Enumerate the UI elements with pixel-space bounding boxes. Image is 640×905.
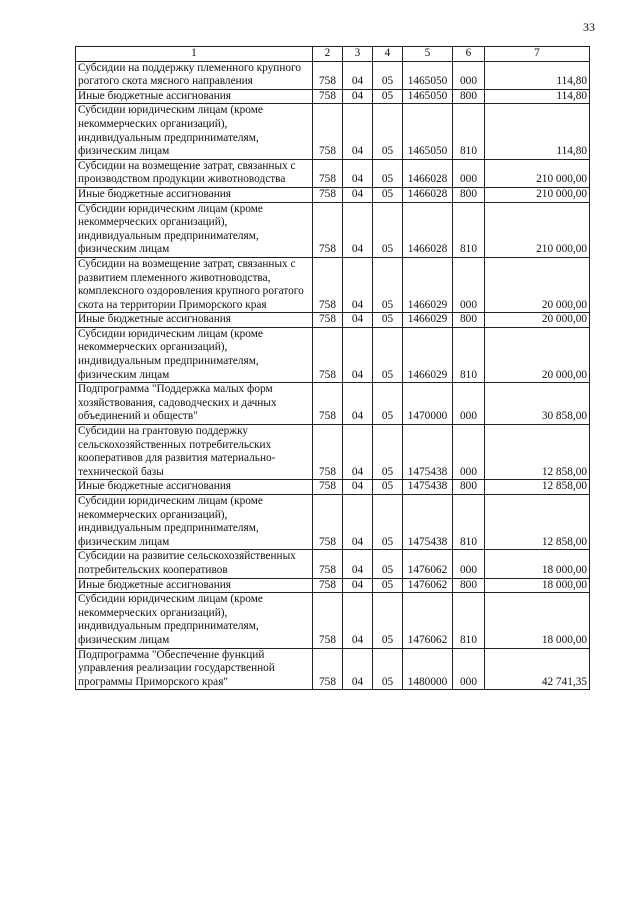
subsection-code: 05 bbox=[373, 187, 403, 202]
expense-type-code: 800 bbox=[453, 578, 485, 593]
subsection-code: 05 bbox=[373, 104, 403, 159]
row-name: Подпрограмма "Обеспечение функций управления реализации государственной программы Приморского края" bbox=[76, 648, 313, 690]
section-code: 04 bbox=[343, 578, 373, 593]
dept-code: 758 bbox=[313, 648, 343, 690]
table-row bbox=[76, 159, 590, 187]
table-row bbox=[76, 648, 590, 690]
amount: 210 000,00 bbox=[485, 187, 590, 202]
amount: 30 858,00 bbox=[485, 383, 590, 425]
section-code: 04 bbox=[343, 202, 373, 257]
row-name: Субсидии на поддержку племенного крупного рогатого скота мясного направления bbox=[76, 61, 313, 89]
dept-code: 758 bbox=[313, 104, 343, 159]
amount: 114,80 bbox=[485, 61, 590, 89]
row-name: Иные бюджетные ассигнования bbox=[76, 480, 313, 495]
subsection-code: 05 bbox=[373, 313, 403, 328]
column-header: 7 bbox=[485, 47, 590, 62]
column-header: 3 bbox=[343, 47, 373, 62]
row-name: Субсидии на грантовую поддержку сельскохозяйственных потребительских кооперативов для развития материально-технической базы bbox=[76, 425, 313, 480]
target-code: 1475438 bbox=[403, 425, 453, 480]
section-code: 04 bbox=[343, 425, 373, 480]
section-code: 04 bbox=[343, 495, 373, 550]
table-header-row bbox=[76, 47, 590, 62]
target-code: 1466028 bbox=[403, 202, 453, 257]
amount: 12 858,00 bbox=[485, 425, 590, 480]
subsection-code: 05 bbox=[373, 425, 403, 480]
row-name: Субсидии юридическим лицам (кроме некоммерческих организаций), индивидуальным предпринимателям, физическим лицам bbox=[76, 104, 313, 159]
amount: 210 000,00 bbox=[485, 202, 590, 257]
row-name: Субсидии на возмещение затрат, связанных с развитием племенного животноводства, комплексного оздоровления крупного рогатого скота на территории Приморского края bbox=[76, 257, 313, 312]
expense-type-code: 000 bbox=[453, 425, 485, 480]
subsection-code: 05 bbox=[373, 61, 403, 89]
section-code: 04 bbox=[343, 648, 373, 690]
subsection-code: 05 bbox=[373, 648, 403, 690]
expense-type-code: 810 bbox=[453, 495, 485, 550]
table-row bbox=[76, 104, 590, 159]
dept-code: 758 bbox=[313, 159, 343, 187]
table-row bbox=[76, 383, 590, 425]
expense-type-code: 810 bbox=[453, 202, 485, 257]
table-row bbox=[76, 495, 590, 550]
section-code: 04 bbox=[343, 159, 373, 187]
amount: 18 000,00 bbox=[485, 578, 590, 593]
amount: 20 000,00 bbox=[485, 327, 590, 382]
dept-code: 758 bbox=[313, 593, 343, 648]
row-name: Субсидии на возмещение затрат, связанных с производством продукции животноводства bbox=[76, 159, 313, 187]
target-code: 1475438 bbox=[403, 495, 453, 550]
target-code: 1466028 bbox=[403, 187, 453, 202]
amount: 210 000,00 bbox=[485, 159, 590, 187]
table-row bbox=[76, 480, 590, 495]
expense-type-code: 800 bbox=[453, 187, 485, 202]
amount: 114,80 bbox=[485, 104, 590, 159]
row-name: Субсидии на развитие сельскохозяйственных потребительских кооперативов bbox=[76, 550, 313, 578]
expense-type-code: 000 bbox=[453, 257, 485, 312]
section-code: 04 bbox=[343, 187, 373, 202]
section-code: 04 bbox=[343, 257, 373, 312]
dept-code: 758 bbox=[313, 383, 343, 425]
subsection-code: 05 bbox=[373, 383, 403, 425]
section-code: 04 bbox=[343, 383, 373, 425]
expense-type-code: 000 bbox=[453, 159, 485, 187]
row-name: Иные бюджетные ассигнования bbox=[76, 313, 313, 328]
column-header: 2 bbox=[313, 47, 343, 62]
table-row bbox=[76, 202, 590, 257]
target-code: 1476062 bbox=[403, 593, 453, 648]
section-code: 04 bbox=[343, 480, 373, 495]
row-name: Субсидии юридическим лицам (кроме некоммерческих организаций), индивидуальным предпринимателям, физическим лицам bbox=[76, 495, 313, 550]
subsection-code: 05 bbox=[373, 495, 403, 550]
expense-type-code: 810 bbox=[453, 593, 485, 648]
subsection-code: 05 bbox=[373, 89, 403, 104]
expense-type-code: 800 bbox=[453, 89, 485, 104]
table-row bbox=[76, 187, 590, 202]
column-header: 4 bbox=[373, 47, 403, 62]
table-row bbox=[76, 578, 590, 593]
amount: 20 000,00 bbox=[485, 313, 590, 328]
subsection-code: 05 bbox=[373, 257, 403, 312]
row-name: Подпрограмма "Поддержка малых форм хозяйствования, садоводческих и дачных объединений и обществ" bbox=[76, 383, 313, 425]
section-code: 04 bbox=[343, 550, 373, 578]
table-row bbox=[76, 550, 590, 578]
dept-code: 758 bbox=[313, 550, 343, 578]
subsection-code: 05 bbox=[373, 159, 403, 187]
column-header: 5 bbox=[403, 47, 453, 62]
amount: 18 000,00 bbox=[485, 593, 590, 648]
table-row bbox=[76, 61, 590, 89]
dept-code: 758 bbox=[313, 89, 343, 104]
dept-code: 758 bbox=[313, 202, 343, 257]
column-header: 1 bbox=[76, 47, 313, 62]
amount: 114,80 bbox=[485, 89, 590, 104]
expense-type-code: 000 bbox=[453, 550, 485, 578]
subsection-code: 05 bbox=[373, 550, 403, 578]
target-code: 1476062 bbox=[403, 550, 453, 578]
target-code: 1465050 bbox=[403, 61, 453, 89]
row-name: Субсидии юридическим лицам (кроме некоммерческих организаций), индивидуальным предпринимателям, физическим лицам bbox=[76, 327, 313, 382]
dept-code: 758 bbox=[313, 187, 343, 202]
table-row bbox=[76, 313, 590, 328]
subsection-code: 05 bbox=[373, 327, 403, 382]
section-code: 04 bbox=[343, 61, 373, 89]
dept-code: 758 bbox=[313, 480, 343, 495]
subsection-code: 05 bbox=[373, 578, 403, 593]
budget-table bbox=[75, 46, 590, 690]
dept-code: 758 bbox=[313, 495, 343, 550]
amount: 20 000,00 bbox=[485, 257, 590, 312]
target-code: 1466029 bbox=[403, 313, 453, 328]
row-name: Субсидии юридическим лицам (кроме некоммерческих организаций), индивидуальным предпринимателям, физическим лицам bbox=[76, 202, 313, 257]
dept-code: 758 bbox=[313, 313, 343, 328]
section-code: 04 bbox=[343, 104, 373, 159]
table-row bbox=[76, 257, 590, 312]
section-code: 04 bbox=[343, 89, 373, 104]
expense-type-code: 000 bbox=[453, 383, 485, 425]
target-code: 1476062 bbox=[403, 578, 453, 593]
target-code: 1470000 bbox=[403, 383, 453, 425]
table-row bbox=[76, 425, 590, 480]
amount: 18 000,00 bbox=[485, 550, 590, 578]
target-code: 1465050 bbox=[403, 104, 453, 159]
dept-code: 758 bbox=[313, 257, 343, 312]
dept-code: 758 bbox=[313, 61, 343, 89]
subsection-code: 05 bbox=[373, 480, 403, 495]
expense-type-code: 800 bbox=[453, 313, 485, 328]
subsection-code: 05 bbox=[373, 593, 403, 648]
row-name: Субсидии юридическим лицам (кроме некоммерческих организаций), индивидуальным предпринимателям, физическим лицам bbox=[76, 593, 313, 648]
amount: 12 858,00 bbox=[485, 480, 590, 495]
expense-type-code: 000 bbox=[453, 61, 485, 89]
target-code: 1465050 bbox=[403, 89, 453, 104]
subsection-code: 05 bbox=[373, 202, 403, 257]
row-name: Иные бюджетные ассигнования bbox=[76, 89, 313, 104]
table-row bbox=[76, 593, 590, 648]
dept-code: 758 bbox=[313, 327, 343, 382]
expense-type-code: 810 bbox=[453, 104, 485, 159]
row-name: Иные бюджетные ассигнования bbox=[76, 578, 313, 593]
target-code: 1475438 bbox=[403, 480, 453, 495]
page-number: 33 bbox=[583, 20, 595, 34]
expense-type-code: 810 bbox=[453, 327, 485, 382]
amount: 12 858,00 bbox=[485, 495, 590, 550]
column-header: 6 bbox=[453, 47, 485, 62]
section-code: 04 bbox=[343, 593, 373, 648]
table-row bbox=[76, 327, 590, 382]
expense-type-code: 800 bbox=[453, 480, 485, 495]
section-code: 04 bbox=[343, 313, 373, 328]
dept-code: 758 bbox=[313, 425, 343, 480]
dept-code: 758 bbox=[313, 578, 343, 593]
target-code: 1466029 bbox=[403, 327, 453, 382]
target-code: 1480000 bbox=[403, 648, 453, 690]
amount: 42 741,35 bbox=[485, 648, 590, 690]
target-code: 1466028 bbox=[403, 159, 453, 187]
table-row bbox=[76, 89, 590, 104]
target-code: 1466029 bbox=[403, 257, 453, 312]
expense-type-code: 000 bbox=[453, 648, 485, 690]
section-code: 04 bbox=[343, 327, 373, 382]
row-name: Иные бюджетные ассигнования bbox=[76, 187, 313, 202]
